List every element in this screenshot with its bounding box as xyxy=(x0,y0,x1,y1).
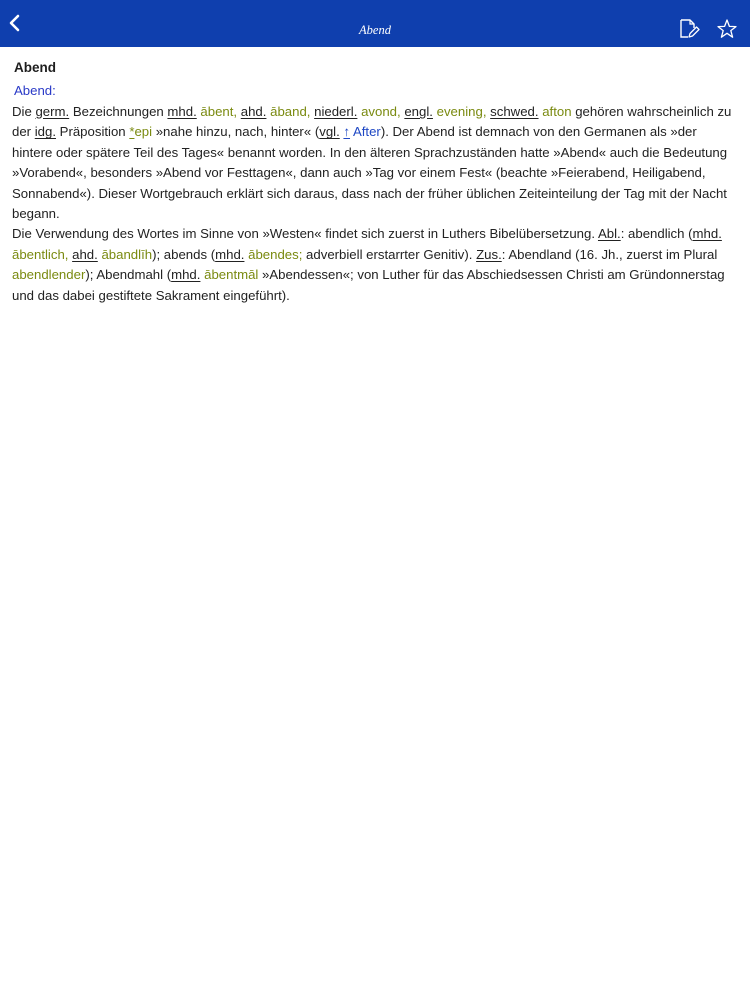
text-run: Präposition xyxy=(56,124,130,140)
text-run: gehören wahrscheinlich zu der xyxy=(12,104,732,140)
text-run: Die xyxy=(12,104,36,119)
abbreviation-link[interactable]: vgl. xyxy=(319,124,340,140)
star-icon xyxy=(716,18,738,40)
abbreviation-link[interactable]: niederl. xyxy=(314,104,358,119)
text-run: ); Abendmahl ( xyxy=(85,267,172,283)
abbreviation-link[interactable]: schwed. xyxy=(490,104,539,119)
text-run: »Abendessen«; von Luther für das Abschiedsessen Christi am Gründonnerstag und das dabei gestiftete Sakrament eingeführt). xyxy=(12,267,725,303)
cross-reference-link[interactable]: After xyxy=(352,124,381,140)
headword: Abend xyxy=(14,60,56,75)
cited-word: afton xyxy=(542,104,572,119)
cited-word: ābendes; xyxy=(248,246,303,262)
text-run: : Abendland (16. Jh., zuerst im Plural xyxy=(501,246,718,262)
entry-content xyxy=(12,58,740,306)
text-run: ). Der Abend ist demnach von den Germanen als »der hintere oder spätere Teil des Tages« benannt worden. In den älteren Sprachzuständen hatte »Abend« auch die Bedeutung »Vorabend«, besonders »Abend vor Festtagen«, dann auch »Tag vor einem Fest« (beachte »Feierabend, Heiligabend, Sonnabend«). Dieser Wortgebrauch erklärt sich daraus, dass nach der früher üblichen Zeiteinteilung der Tag mit der Nacht begann. xyxy=(12,124,728,222)
cited-word: avond, xyxy=(361,104,401,119)
etymology-paragraph-1 xyxy=(12,102,740,224)
navigation-bar xyxy=(0,0,750,47)
headword-variant: Abend: xyxy=(14,83,56,98)
abbreviation-link[interactable]: germ. xyxy=(35,104,70,119)
text-run: : abendlich ( xyxy=(620,226,693,242)
text-run: Die Verwendung des Wortes im Sinne von »Westen« findet sich zuerst in Luthers Bibelübersetzung. xyxy=(12,226,598,242)
etymology-paragraph-2 xyxy=(12,224,740,306)
abbreviation-link[interactable]: ahd. xyxy=(240,104,267,119)
cited-word: ābentlich, xyxy=(12,246,69,262)
abbreviation-link[interactable]: Zus. xyxy=(476,246,502,262)
cited-root: epi xyxy=(134,124,153,140)
cited-word: ābandlīh xyxy=(101,246,153,262)
favorite-button[interactable] xyxy=(716,18,738,40)
root-asterisk-link[interactable]: * xyxy=(129,124,135,140)
abbreviation-link[interactable]: mhd. xyxy=(215,246,245,262)
abbreviation-link[interactable]: idg. xyxy=(34,124,56,140)
abbreviation-link[interactable]: mhd. xyxy=(692,226,722,242)
abbreviation-link[interactable]: ahd. xyxy=(72,246,98,262)
note-edit-icon xyxy=(678,18,700,40)
cited-word: ābent, xyxy=(200,104,238,119)
page-title: Abend xyxy=(359,23,391,37)
abbreviation-link[interactable]: mhd. xyxy=(171,267,201,283)
cited-word: āband, xyxy=(270,104,311,119)
abbreviation-link[interactable]: mhd. xyxy=(167,104,197,119)
abbreviation-link[interactable]: Abl. xyxy=(597,226,621,242)
text-run: Bezeichnungen xyxy=(69,104,168,119)
cross-reference-arrow-icon[interactable]: ↑ xyxy=(343,124,351,140)
text-run: »nahe hinzu, nach, hinter« ( xyxy=(152,124,320,140)
text-run: ); abends ( xyxy=(152,246,216,262)
cited-word: evening, xyxy=(436,104,487,119)
abbreviation-link[interactable]: engl. xyxy=(404,104,433,119)
edit-note-button[interactable] xyxy=(678,18,700,40)
text-run: adverbiell erstarrter Genitiv). xyxy=(302,246,477,262)
cited-word: ābentmāl xyxy=(204,267,259,283)
cited-word: abendlender xyxy=(12,267,86,283)
